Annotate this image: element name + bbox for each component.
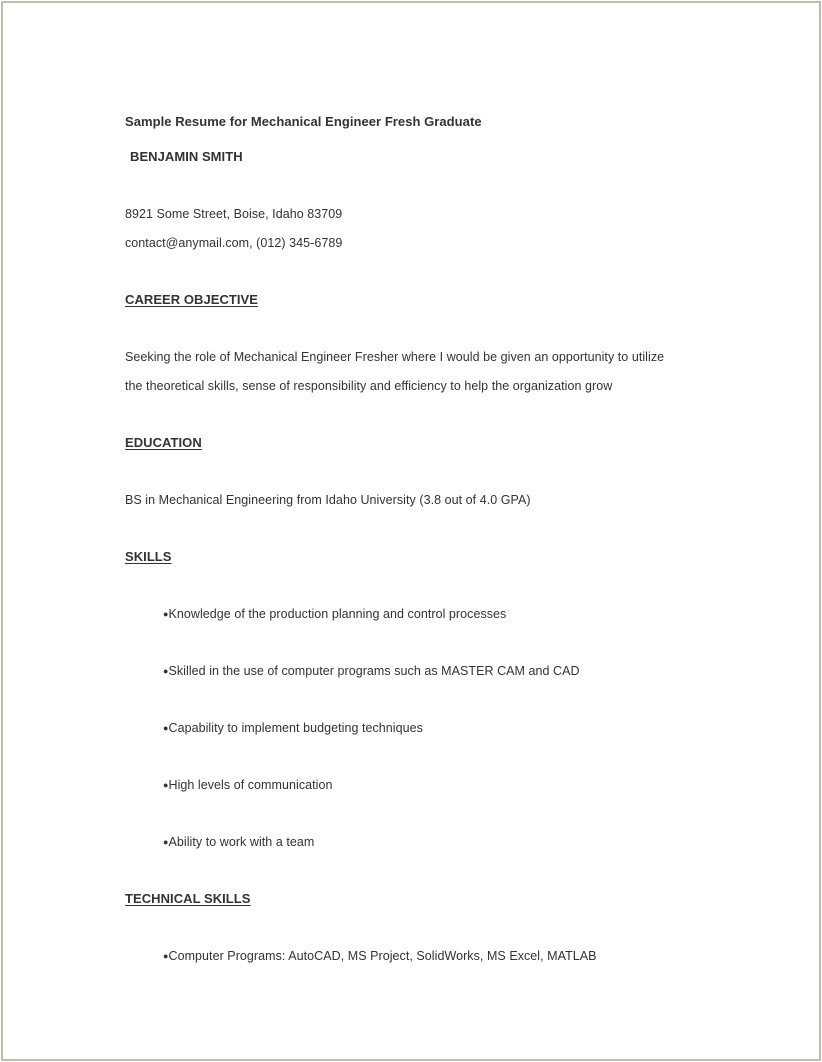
page-frame (1, 1, 821, 1061)
career-objective-line-2: the theoretical skills, sense of responsibility and efficiency to help the organization grow (125, 379, 613, 393)
skill-item-text: Skilled in the use of computer programs such as MASTER CAM and CAD (168, 664, 580, 678)
bullet-icon: ● (163, 837, 169, 847)
career-objective-heading: CAREER OBJECTIVE (125, 292, 258, 307)
bullet-icon: ● (163, 666, 169, 676)
career-objective-line-1: Seeking the role of Mechanical Engineer Fresher where I would be given an opportunity to utilize (125, 350, 665, 364)
skill-item-text: High levels of communication (168, 778, 333, 792)
address-line: 8921 Some Street, Boise, Idaho 83709 (125, 207, 343, 221)
skill-item (163, 834, 314, 850)
skill-item-text: Capability to implement budgeting techniques (168, 721, 423, 735)
candidate-name: BENJAMIN SMITH (130, 149, 243, 164)
education-heading: EDUCATION (125, 435, 202, 450)
skill-item-text: Ability to work with a team (168, 835, 315, 849)
bullet-icon: ● (163, 780, 169, 790)
skills-heading: SKILLS (125, 549, 172, 564)
skill-item (163, 606, 506, 622)
skill-item (163, 663, 580, 679)
education-degree: BS in Mechanical Engineering from Idaho University (3.8 out of 4.0 GPA) (125, 493, 531, 507)
skill-item (163, 720, 423, 736)
bullet-icon: ● (163, 609, 169, 619)
contact-line: contact@anymail.com, (012) 345-6789 (125, 236, 343, 250)
skill-item (163, 777, 332, 793)
bullet-icon: ● (163, 951, 169, 961)
technical-skill-item-text: Computer Programs: AutoCAD, MS Project, SolidWorks, MS Excel, MATLAB (168, 949, 597, 963)
skill-item-text: Knowledge of the production planning and control processes (168, 607, 507, 621)
technical-skill-item (163, 948, 597, 964)
bullet-icon: ● (163, 723, 169, 733)
technical-skills-heading: TECHNICAL SKILLS (125, 891, 251, 906)
document-title: Sample Resume for Mechanical Engineer Fresh Graduate (125, 114, 482, 129)
